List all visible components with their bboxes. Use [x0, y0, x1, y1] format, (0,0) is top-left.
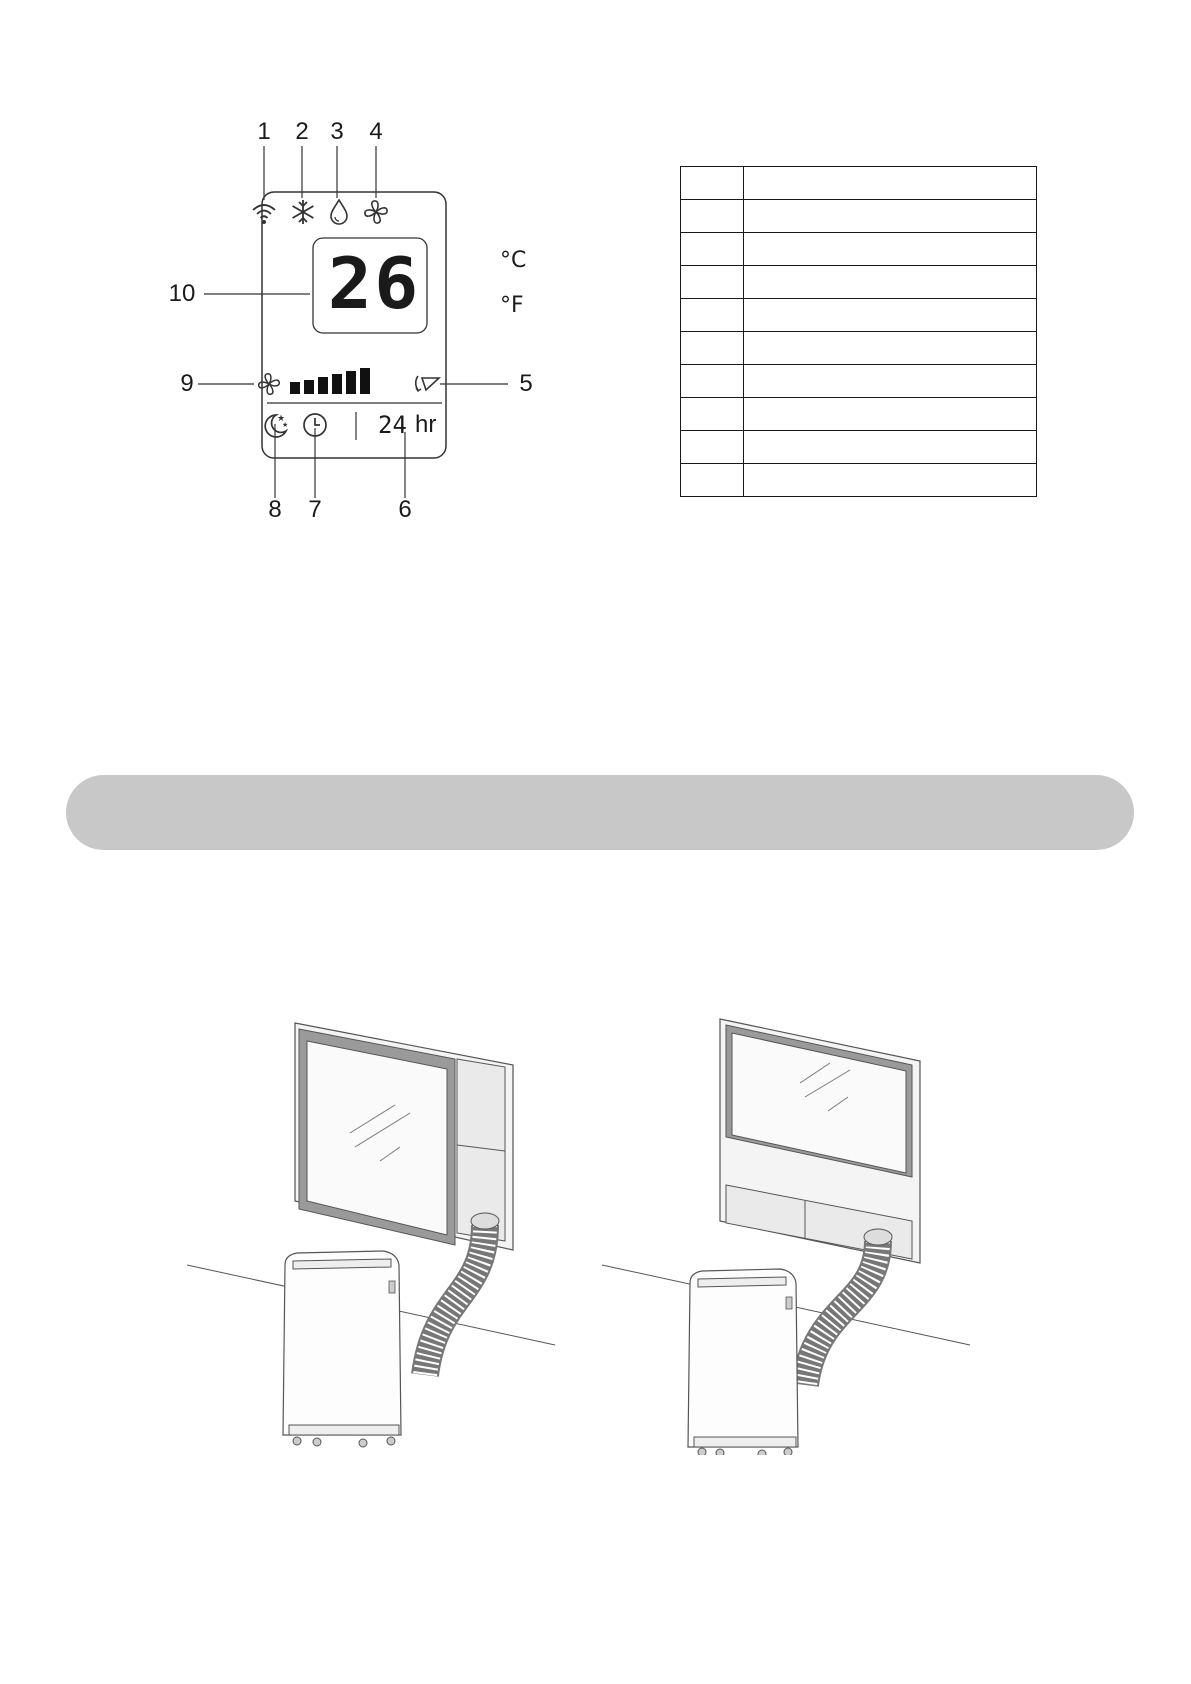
- legend-row: [681, 299, 1037, 332]
- legend-description-cell: [744, 299, 1037, 332]
- clock-icon: [301, 411, 329, 439]
- legend-row: [681, 167, 1037, 200]
- legend-number-cell: [681, 167, 744, 200]
- callout-3: 3: [330, 118, 344, 145]
- timer-value: 24: [378, 411, 407, 439]
- legend-number-cell: [681, 266, 744, 299]
- legend-row: [681, 233, 1037, 266]
- moon-stars-icon: [260, 410, 290, 440]
- legend-number-cell: [681, 200, 744, 233]
- legend-description-cell: [744, 398, 1037, 431]
- legend-row: [681, 464, 1037, 497]
- legend-number-cell: [681, 464, 744, 497]
- callout-4: 4: [369, 118, 383, 145]
- callout-1: 1: [257, 118, 271, 145]
- callout-7: 7: [308, 496, 322, 523]
- callout-8: 8: [268, 496, 282, 523]
- fahrenheit-unit: °F: [500, 293, 524, 318]
- legend-row: [681, 266, 1037, 299]
- window-installation-drawing: [185, 1015, 565, 1455]
- callout-2: 2: [295, 118, 309, 145]
- temperature-display: 26: [327, 243, 421, 325]
- snowflake-icon: [289, 198, 317, 226]
- callout-5: 5: [519, 370, 533, 397]
- legend-description-cell: [744, 233, 1037, 266]
- window-installation-drawing: [600, 1015, 980, 1455]
- legend-description-cell: [744, 167, 1037, 200]
- legend-number-cell: [681, 398, 744, 431]
- legend-row: [681, 398, 1037, 431]
- legend-description-cell: [744, 200, 1037, 233]
- installation-figure-right: [600, 1015, 980, 1455]
- legend-number-cell: [681, 332, 744, 365]
- legend-row: [681, 431, 1037, 464]
- installation-figure-left: [185, 1015, 565, 1455]
- fan-icon: [362, 198, 390, 226]
- legend-number-cell: [681, 233, 744, 266]
- timer-unit: hr: [415, 411, 437, 438]
- legend-table: [680, 166, 1037, 497]
- legend-row: [681, 332, 1037, 365]
- legend-description-cell: [744, 266, 1037, 299]
- fan-speed-bars: [290, 364, 380, 396]
- svg-text:★: ★: [277, 414, 286, 424]
- legend-row: [681, 365, 1037, 398]
- celsius-unit: °C: [500, 248, 527, 273]
- legend-number-cell: [681, 431, 744, 464]
- legend-row: [681, 200, 1037, 233]
- svg-text:★: ★: [282, 421, 289, 429]
- swing-icon: [412, 372, 442, 396]
- droplet-icon: [328, 198, 350, 226]
- wifi-icon: [250, 200, 278, 226]
- legend-number-cell: [681, 365, 744, 398]
- callout-6: 6: [398, 496, 412, 523]
- legend-number-cell: [681, 299, 744, 332]
- legend-description-cell: [744, 332, 1037, 365]
- callout-9: 9: [180, 370, 194, 397]
- display-panel-diagram: [150, 110, 550, 530]
- legend-description-cell: [744, 464, 1037, 497]
- legend-description-cell: [744, 431, 1037, 464]
- section-heading-bar: [66, 775, 1134, 850]
- legend-description-cell: [744, 365, 1037, 398]
- fan-speed-icon: [256, 371, 282, 397]
- callout-10: 10: [168, 280, 196, 307]
